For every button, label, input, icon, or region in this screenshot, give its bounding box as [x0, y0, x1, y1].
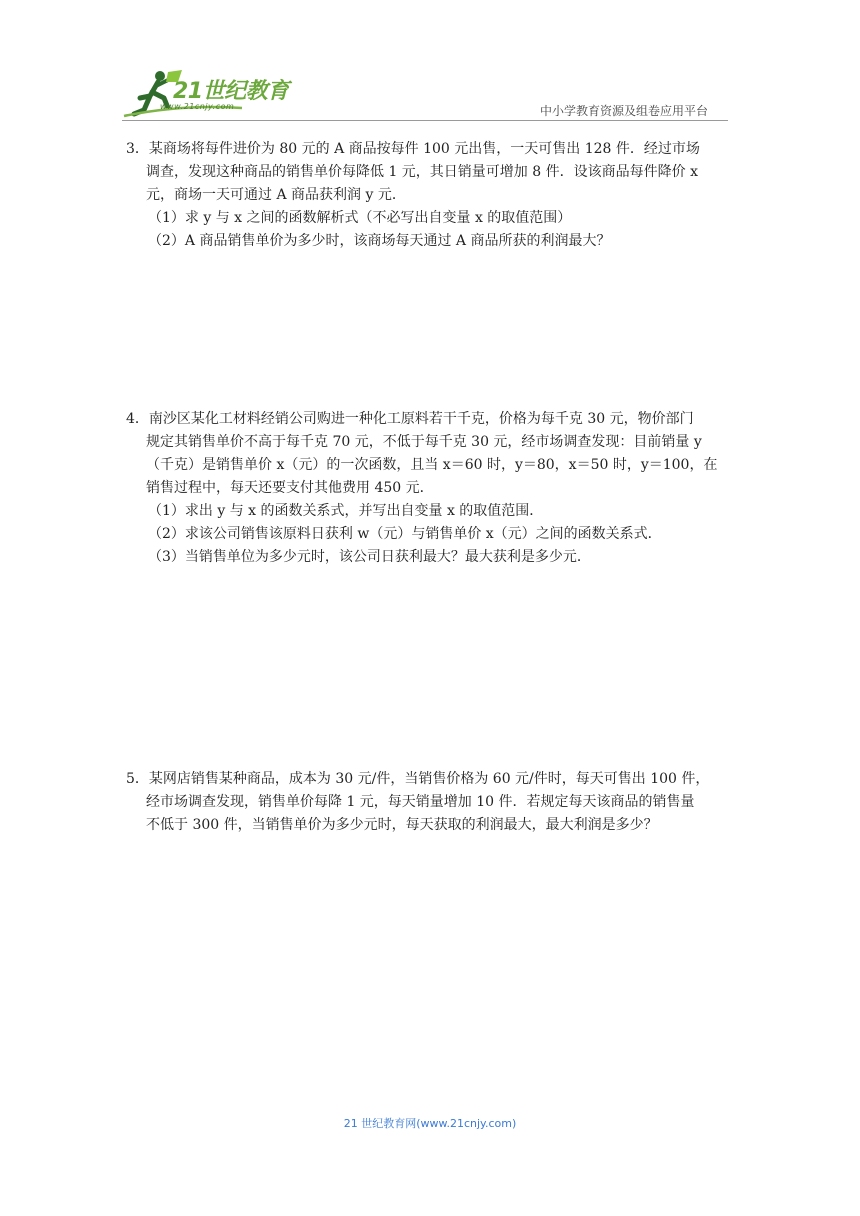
question-4-part-2: （2）求该公司销售该原料日获利 w（元）与销售单价 x（元）之间的函数关系式． — [148, 526, 662, 542]
page-footer: 21 世纪教育网(www.21cnjy.com) — [343, 1117, 517, 1130]
question-5-line-2: 经市场调查发现，销售单价每降 1 元，每天销量增加 10 件．若规定每天该商品的销售量 — [146, 794, 695, 810]
header-divider — [122, 120, 728, 121]
question-3-line-2: 调查，发现这种商品的销售单价每降低 1 元，其日销量可增加 8 件．设该商品每件降价 x — [146, 164, 698, 180]
question-4-line-4: 销售过程中，每天还要支付其他费用 450 元． — [146, 480, 434, 496]
question-4-line-2: 规定其销售单价不高于每千克 70 元，不低于每千克 30 元，经市场调查发现：目前销量 y — [146, 434, 702, 450]
question-3 — [126, 138, 736, 253]
question-3-line-3: 元，商场一天可通过 A 商品获利润 y 元． — [146, 187, 406, 203]
question-5-line-1: 5．某网店销售某种商品，成本为 30 元/件，当销售价格为 60 元/件时，每天可售出 100 件， — [126, 771, 710, 787]
question-5 — [126, 768, 736, 837]
question-3-part-1: （1）求 y 与 x 之间的函数解析式（不必写出自变量 x 的取值范围） — [148, 210, 572, 226]
page-header — [0, 0, 860, 125]
platform-label: 中小学教育资源及组卷应用平台 — [540, 104, 709, 118]
question-4-line-3: （千克）是销售单价 x（元）的一次函数，且当 x＝60 时，y＝80，x＝50 时，y＝100，在 — [146, 457, 718, 473]
logo-url: www.21cnjy.com — [160, 102, 235, 111]
logo-text: 21世纪教育 — [173, 79, 289, 104]
question-4-line-1: 4．南沙区某化工材料经销公司购进一种化工原料若干千克，价格为每千克 30 元，物价部门 — [126, 411, 694, 427]
question-4 — [126, 408, 736, 569]
question-3-part-2: （2）A 商品销售单价为多少时，该商场每天通过 A 商品所获的利润最大？ — [148, 233, 611, 249]
question-3-line-1: 3．某商场将每件进价为 80 元的 A 商品按每件 100 元出售，一天可售出 128 件．经过市场 — [126, 141, 700, 157]
question-5-line-3: 不低于 300 件，当销售单价为多少元时，每天获取的利润最大，最大利润是多少？ — [146, 817, 658, 833]
question-4-part-3: （3）当销售单位为多少元时，该公司日获利最大？最大获利是多少元． — [148, 549, 591, 565]
question-4-part-1: （1）求出 y 与 x 的函数关系式，并写出自变量 x 的取值范围． — [148, 503, 544, 519]
